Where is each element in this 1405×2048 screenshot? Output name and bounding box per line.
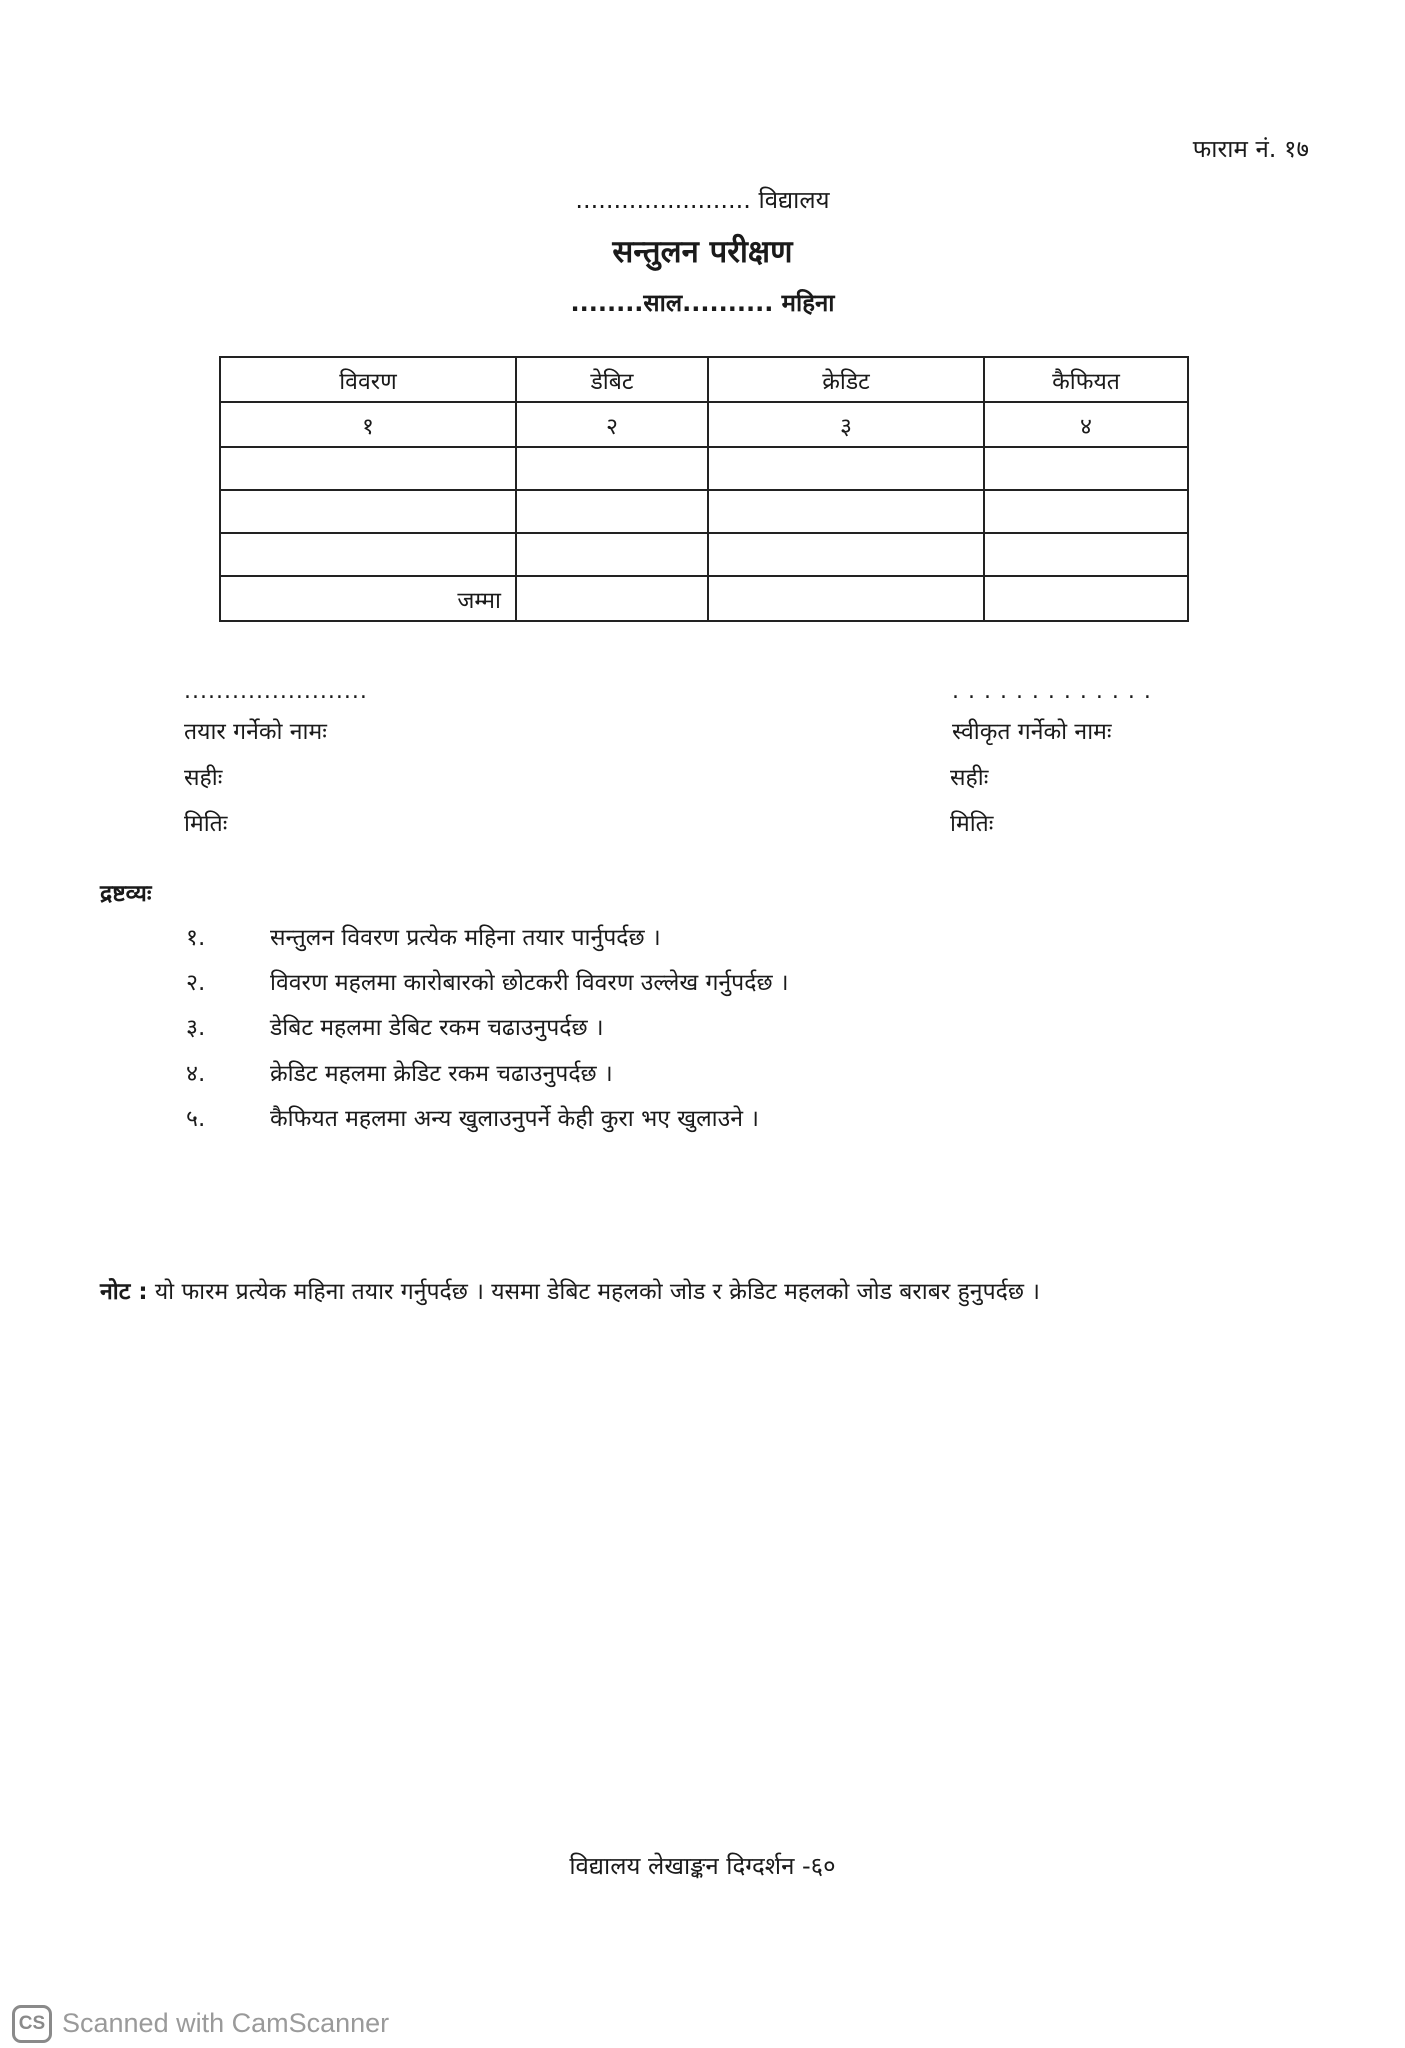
header-debit: डेबिट [516,357,708,402]
table-cell [516,447,708,490]
page-footer: विद्यालय लेखाङ्कन दिग्दर्शन -६० [569,1852,836,1880]
note-item [186,965,789,997]
total-row [220,576,1188,621]
table-cell [984,490,1188,533]
column-number: २ [516,402,708,447]
table-cell [984,533,1188,576]
table-cell [516,490,708,533]
note-number: ३. [186,1015,206,1041]
table-cell [708,490,984,533]
approved-by-date-label: मितिः [950,811,994,837]
note-item [186,1010,604,1042]
prepared-by-name-label: तयार गर्नेको नामः [184,719,327,745]
table-cell [708,533,984,576]
column-number-row [220,402,1188,447]
page-title: सन्तुलन परीक्षण [612,234,793,270]
column-number: ३ [708,402,984,447]
note-number: ५. [186,1106,206,1132]
footnote-text: यो फारम प्रत्येक महिना तयार गर्नुपर्दछ । यसमा डेबिट महलको जोड र क्रेडिट महलको जोड बराबर हुनुपर्दछ । [154,1279,1040,1305]
table-cell [516,533,708,576]
total-credit-cell [708,576,984,621]
footnote [100,1274,1040,1306]
form-number: फाराम नं. १७ [1192,135,1309,163]
year-month-line: ........साल.......... महिना [570,289,835,317]
notes-heading: द्रष्टव्यः [100,881,152,907]
camscanner-logo-icon: CS [12,2005,52,2043]
note-text: विवरण महलमा कारोबारको छोटकरी विवरण उल्लेख गर्नुपर्दछ । [270,970,789,996]
table-header-row [220,357,1188,402]
table-row [220,490,1188,533]
table-cell [220,447,516,490]
school-name-line: ....................... विद्यालय [575,186,830,214]
note-item [186,1056,613,1088]
scanner-watermark: Scanned with CamScanner [62,2008,390,2038]
table-row [220,533,1188,576]
table-row [220,447,1188,490]
prepared-by-dots: ....................... [184,679,368,704]
note-text: क्रेडिट महलमा क्रेडिट रकम चढाउनुपर्दछ । [270,1061,613,1087]
footnote-label: नोट : [100,1279,148,1305]
approved-by-sign-label: सहीः [950,765,989,791]
header-credit: क्रेडिट [708,357,984,402]
table-cell [220,533,516,576]
note-text: कैफियत महलमा अन्य खुलाउनुपर्ने केही कुरा भए खुलाउने । [270,1106,760,1132]
prepared-by-sign-label: सहीः [184,765,223,791]
total-remarks-cell [984,576,1188,621]
header-remarks: कैफियत [984,357,1188,402]
table-cell [984,447,1188,490]
note-text: सन्तुलन विवरण प्रत्येक महिना तयार पार्नुपर्दछ । [270,925,661,951]
note-number: २. [186,970,206,996]
column-number: १ [220,402,516,447]
table-cell [220,490,516,533]
column-number: ४ [984,402,1188,447]
note-item [186,1101,759,1133]
note-text: डेबिट महलमा डेबिट रकम चढाउनुपर्दछ । [270,1015,604,1041]
note-item [186,920,661,952]
header-description: विवरण [220,357,516,402]
total-debit-cell [516,576,708,621]
note-number: १. [186,925,206,951]
prepared-by-date-label: मितिः [184,811,228,837]
table-cell [708,447,984,490]
trial-balance-table [219,356,1189,622]
total-label: जम्मा [220,576,516,621]
approved-by-dots: . . . . . . . . . . . . . [952,679,1152,704]
note-number: ४. [186,1061,206,1087]
approved-by-name-label: स्वीकृत गर्नेको नामः [952,719,1112,745]
